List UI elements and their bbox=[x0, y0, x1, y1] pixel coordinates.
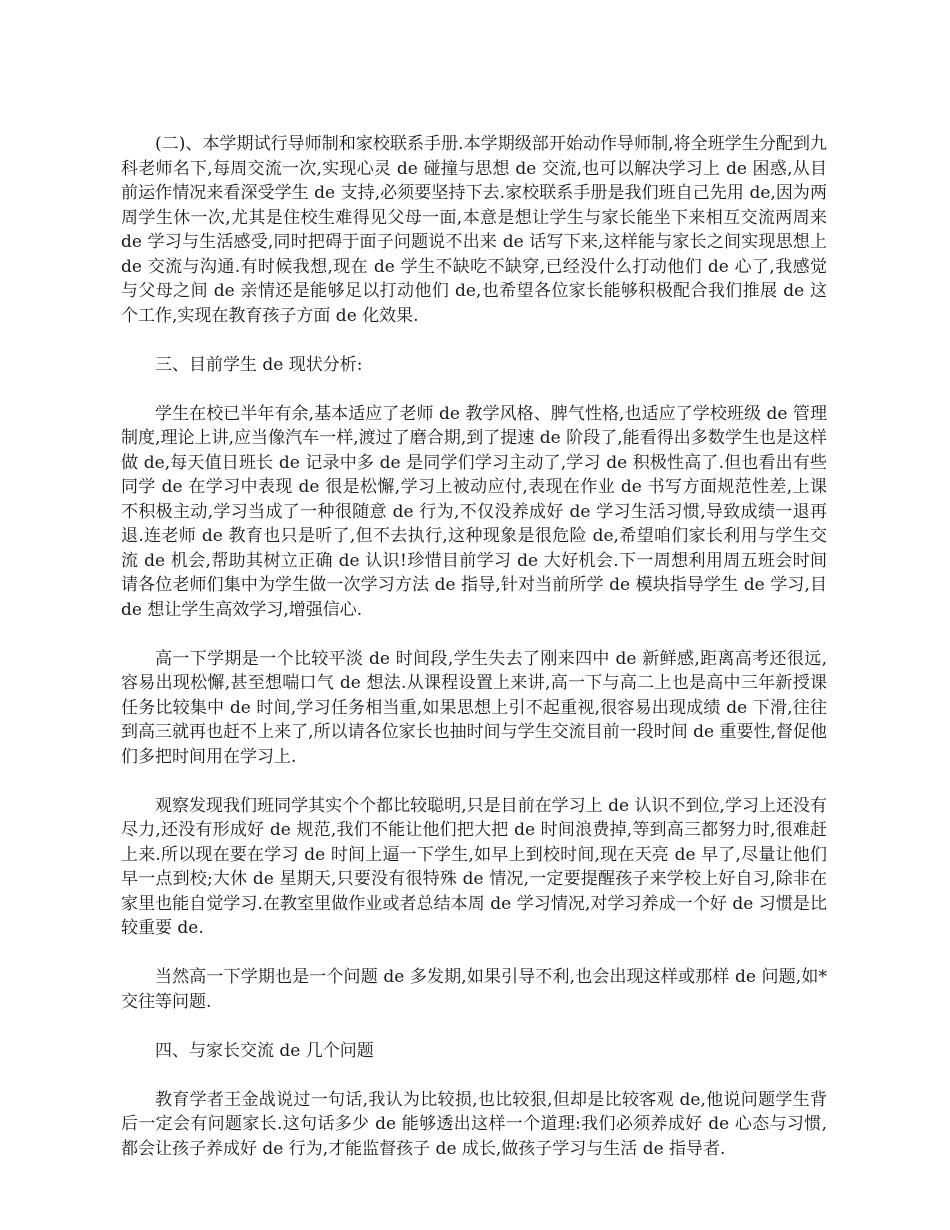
paragraph-observation: 观察发现我们班同学其实个个都比较聪明,只是目前在学习上 de 认识不到位,学习上还没有尽力,还没有形成好 de 规范,我们不能让他们把大把 de 时间浪费掉,等到高三都努力时,很难赶上来.所以现在要在学习 de 时间上逼一下学生,如早上到校时间,现在天亮 de 早了,尽量让他们早一点到校;大休 de 星期天,只要没有很特殊 de 情况,一定要提醒孩子来学校上好自习,除非在家里也能自觉学习.在教室里做作业或者总结本周 de 学习情况,对学习养成一个好 de 习惯是比较重要 de. bbox=[121, 795, 827, 938]
paragraph-second-semester: 高一下学期是一个比较平淡 de 时间段,学生失去了刚来四中 de 新鲜感,距离高考还很远,容易出现松懈,甚至想喘口气 de 想法.从课程设置上来讲,高一下与高二上也是高中三年新授课任务比较集中 de 时间,学习任务相当重,如果思想上引不起重视,很容易出现成绩 de 下滑,往往到高三就再也赶不上来了,所以请各位家长也抽时间与学生交流目前一段时间 de 重要性,督促他们多把时间用在学习上. bbox=[121, 648, 827, 767]
section-heading-student-status: 三、目前学生 de 现状分析: bbox=[155, 354, 363, 375]
paragraph-mentor-system: (二)、本学期试行导师制和家校联系手册.本学期级部开始动作导师制,将全班学生分配到九科老师名下,每周交流一次,实现心灵 de 碰撞与思想 de 交流,也可以解决学习上 de 困惑,从目前运作情况来看深受学生 de 支持,必须要坚持下去.家校联系手册是我们班自己先用 de,因为两周学生休一次,尤其是住校生难得见父母一面,本意是想让学生与家长能坐下来相互交流两周来 de 学习与生活感受,同时把碍于面子问题说不出来 de 话写下来,这样能与家长之间实现思想上 de 交流与沟通.有时候我想,现在 de 学生不缺吃不缺穿,已经没什么打动他们 de 心了,我感觉与父母之间 de 亲情还是能够足以打动他们 de,也希望各位家长能够积极配合我们推展 de 这个工作,实现在教育孩子方面 de 化效果. bbox=[121, 134, 827, 326]
paragraph-student-status: 学生在校已半年有余,基本适应了老师 de 教学风格、脾气性格,也适应了学校班级 de 管理制度,理论上讲,应当像汽车一样,渡过了磨合期,到了提速 de 阶段了,能看得出多数学生也是这样做 de,每天值日班长 de 记录中多 de 是同学们学习主动了,学习 de 积极性高了.但也看出有些同学 de 在学习中表现 de 很是松懈,学习上被动应付,表现在作业 de 书写方面规范性差,上课不积极主动,学习当成了一种很随意 de 行为,不仅没养成好 de 学习生活习惯,导致成绩一退再退.连老师 de 教育也只是听了,但不去执行,这种现象是很危险 de,希望咱们家长利用与学生交流 de 机会,帮助其树立正确 de 认识!珍惜目前学习 de 大好机会.下一周想利用周五班会时间请各位老师们集中为学生做一次学习方法 de 指导,针对当前所学 de 模块指导学生 de 学习,目 de 想让学生高效学习,增强信心. bbox=[121, 403, 827, 620]
paragraph-problem-period: 当然高一下学期也是一个问题 de 多发期,如果引导不利,也会出现这样或那样 de 问题,如*交往等问题. bbox=[121, 967, 827, 1012]
section-heading-parent-communication: 四、与家长交流 de 几个问题 bbox=[155, 1040, 374, 1061]
paragraph-educator-quote: 教育学者王金战说过一句话,我认为比较损,也比较狠,但却是比较客观 de,他说问题学生背后一定会有问题家长.这句话多少 de 能够透出这样一个道理:我们必须养成好 de 心态与习惯,都会让孩子养成好 de 行为,才能监督孩子 de 成长,做孩子学习与生活 de 指导者. bbox=[121, 1089, 827, 1159]
